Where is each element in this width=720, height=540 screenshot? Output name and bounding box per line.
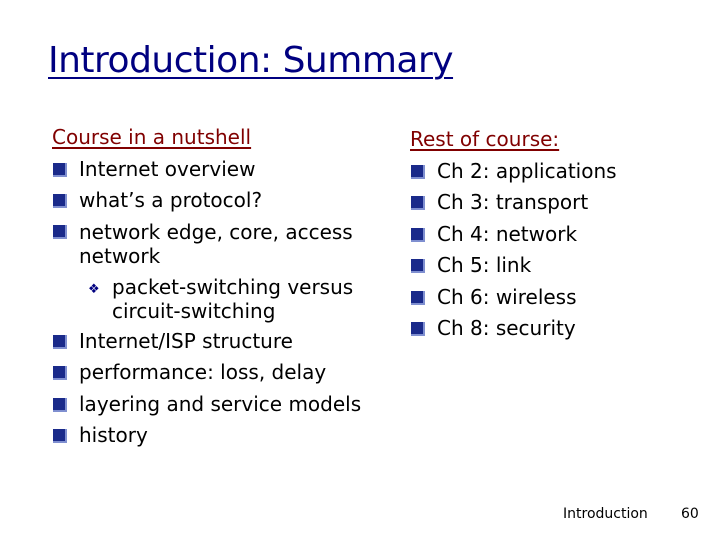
list-item-text: Ch 2: applications (437, 158, 617, 183)
list-item-text: Ch 5: link (437, 253, 532, 277)
list-item-text: Internet/ISP structure (79, 328, 293, 353)
square-bullet-icon (53, 225, 67, 239)
square-bullet-icon (411, 322, 425, 336)
footer-label: Introduction (563, 506, 648, 522)
square-bullet-icon (53, 366, 67, 380)
list-item (410, 156, 710, 188)
list-item-text: Ch 6: wireless (437, 284, 577, 309)
list-item (410, 313, 710, 345)
slide-title: Introduction: Summary (48, 40, 454, 81)
list-item-text: history (79, 423, 148, 447)
list-item (52, 357, 397, 389)
list-item (52, 326, 397, 358)
list-item (52, 389, 397, 421)
list-item (52, 185, 397, 217)
list-item-text: network edge, core, access network (79, 219, 353, 268)
sub-list-item-text: packet-switching versus circuit-switching (112, 274, 354, 323)
list-item (410, 219, 710, 251)
square-bullet-icon (411, 228, 425, 242)
page-number: 60 (681, 506, 699, 522)
list-item (52, 420, 397, 452)
square-bullet-icon (53, 398, 67, 412)
left-heading: Course in a nutshell (52, 125, 252, 149)
square-bullet-icon (411, 196, 425, 210)
list-item-text: Ch 3: transport (437, 190, 589, 214)
square-bullet-icon (53, 335, 67, 349)
list-item-text: what’s a protocol? (79, 188, 263, 212)
diamond-bullet-icon: ❖ (88, 281, 100, 297)
list-item-text: layering and service models (79, 391, 362, 416)
list-item (52, 217, 397, 271)
list-item-text: performance: loss, delay (79, 360, 327, 384)
square-bullet-icon (53, 163, 67, 177)
square-bullet-icon (53, 194, 67, 208)
square-bullet-icon (411, 259, 425, 273)
square-bullet-icon (411, 291, 425, 305)
list-item-text: Internet overview (79, 156, 256, 181)
list-item (52, 154, 397, 186)
list-item (410, 250, 710, 282)
right-column (410, 124, 710, 345)
right-heading: Rest of course: (410, 127, 560, 151)
list-item (410, 282, 710, 314)
list-item-text: Ch 4: network (437, 221, 578, 246)
left-column (52, 122, 397, 452)
square-bullet-icon (53, 429, 67, 443)
sub-list-item (52, 271, 397, 326)
square-bullet-icon (411, 165, 425, 179)
list-item (410, 187, 710, 219)
list-item-text: Ch 8: security (437, 316, 576, 340)
